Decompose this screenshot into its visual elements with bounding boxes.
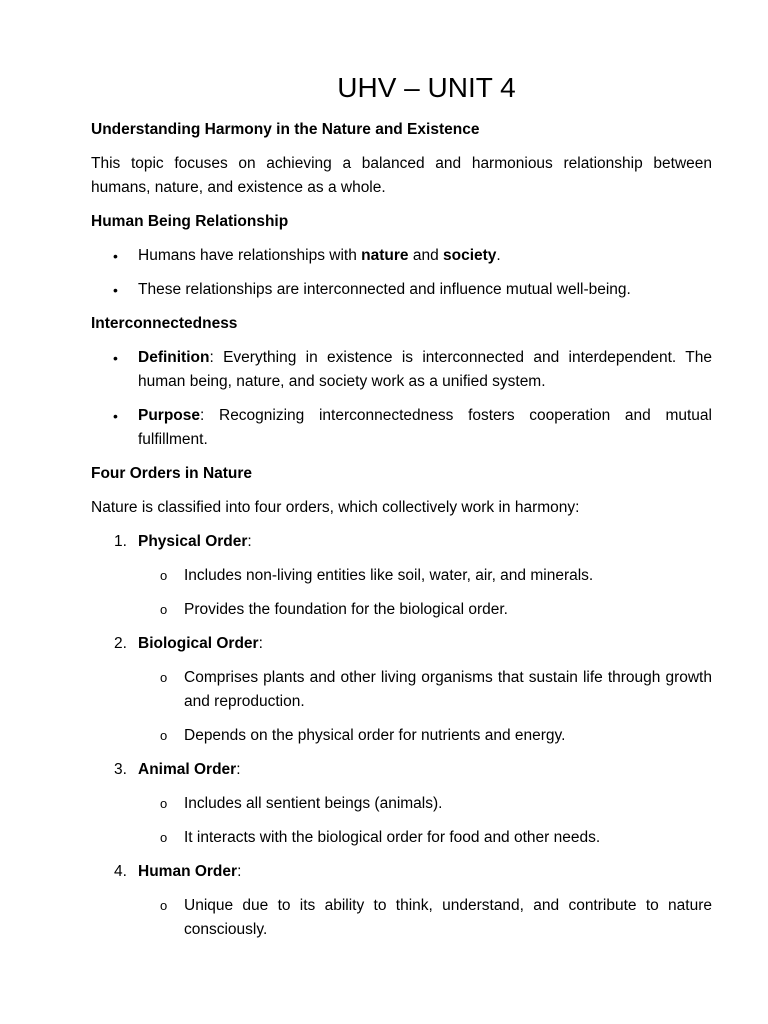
bullet-icon: • [113,248,118,264]
order-item-human [91,860,712,942]
order-colon: : [237,863,242,880]
order-number: 4. [114,863,127,880]
circle-bullet-icon: o [160,898,168,913]
relationship-list [91,244,712,302]
bullet-icon: • [113,282,118,298]
orders-list [91,530,712,942]
list-item [138,598,712,622]
order-item-biological [91,632,712,748]
order-name: Animal Order [138,761,237,778]
bullet-icon: • [113,408,118,424]
order-number: 3. [114,761,127,778]
order-colon: : [247,533,252,550]
list-item [138,666,712,714]
list-item-bold: society [443,247,497,264]
list-item-term: Purpose [138,407,201,424]
order-colon: : [258,635,263,652]
circle-bullet-icon: o [160,796,168,811]
list-item-bold: nature [361,247,409,264]
list-item-text: It interacts with the biological order for food and other needs. [184,829,601,846]
list-item-text: Humans have relationships with [138,247,362,264]
section-intro-harmony: This topic focuses on achieving a balanced and harmonious relationship between humans, nature, and existence as a whole. [91,155,712,196]
list-item [138,564,712,588]
list-item-text: Unique due to its ability to think, understand, and contribute to nature consciously. [184,897,712,938]
order-title [138,632,712,656]
page-title: UHV – UNIT 4 [337,72,516,103]
order-colon: : [236,761,241,778]
list-item-text: : Recognizing interconnectedness fosters cooperation and mutual fulfillment. [138,407,712,448]
order-points [138,564,712,622]
order-name: Biological Order [138,635,259,652]
list-item-term: Definition [138,349,210,366]
circle-bullet-icon: o [160,728,168,743]
order-title [138,758,712,782]
list-item [138,724,712,748]
section-heading-four-orders: Four Orders in Nature [91,465,253,482]
order-number: 1. [114,533,127,550]
order-name: Physical Order [138,533,248,550]
circle-bullet-icon: o [160,830,168,845]
order-name: Human Order [138,863,238,880]
order-title [138,860,712,884]
order-item-physical [91,530,712,622]
list-item [91,278,712,302]
list-item [91,404,712,452]
circle-bullet-icon: o [160,602,168,617]
bullet-icon: • [113,350,118,366]
order-item-animal [91,758,712,850]
list-item-text: and [408,247,443,264]
list-item-text: Includes all sentient beings (animals). [184,795,443,812]
order-title [138,530,712,554]
list-item-text: Depends on the physical order for nutrients and energy. [184,727,566,744]
list-item-text: These relationships are interconnected and influence mutual well-being. [138,281,631,298]
list-item-text: : Everything in existence is interconnected and interdependent. The human being, nature, and society work as a unified system. [138,349,712,390]
interconnectedness-list [91,346,712,452]
section-heading-harmony: Understanding Harmony in the Nature and Existence [91,121,480,138]
list-item [138,826,712,850]
section-heading-relationship: Human Being Relationship [91,213,289,230]
order-points [138,894,712,942]
list-item-text: Comprises plants and other living organisms that sustain life through growth and reproduction. [184,669,712,710]
section-intro-four-orders: Nature is classified into four orders, which collectively work in harmony: [91,499,580,516]
list-item [91,346,712,394]
order-points [138,666,712,748]
list-item-text: . [496,247,501,264]
order-points [138,792,712,850]
list-item-text: Includes non-living entities like soil, water, air, and minerals. [184,567,594,584]
order-number: 2. [114,635,127,652]
circle-bullet-icon: o [160,568,168,583]
circle-bullet-icon: o [160,670,168,685]
list-item-text: Provides the foundation for the biological order. [184,601,508,618]
list-item [138,792,712,816]
list-item [138,894,712,942]
section-heading-interconnectedness: Interconnectedness [91,315,238,332]
list-item [91,244,712,268]
